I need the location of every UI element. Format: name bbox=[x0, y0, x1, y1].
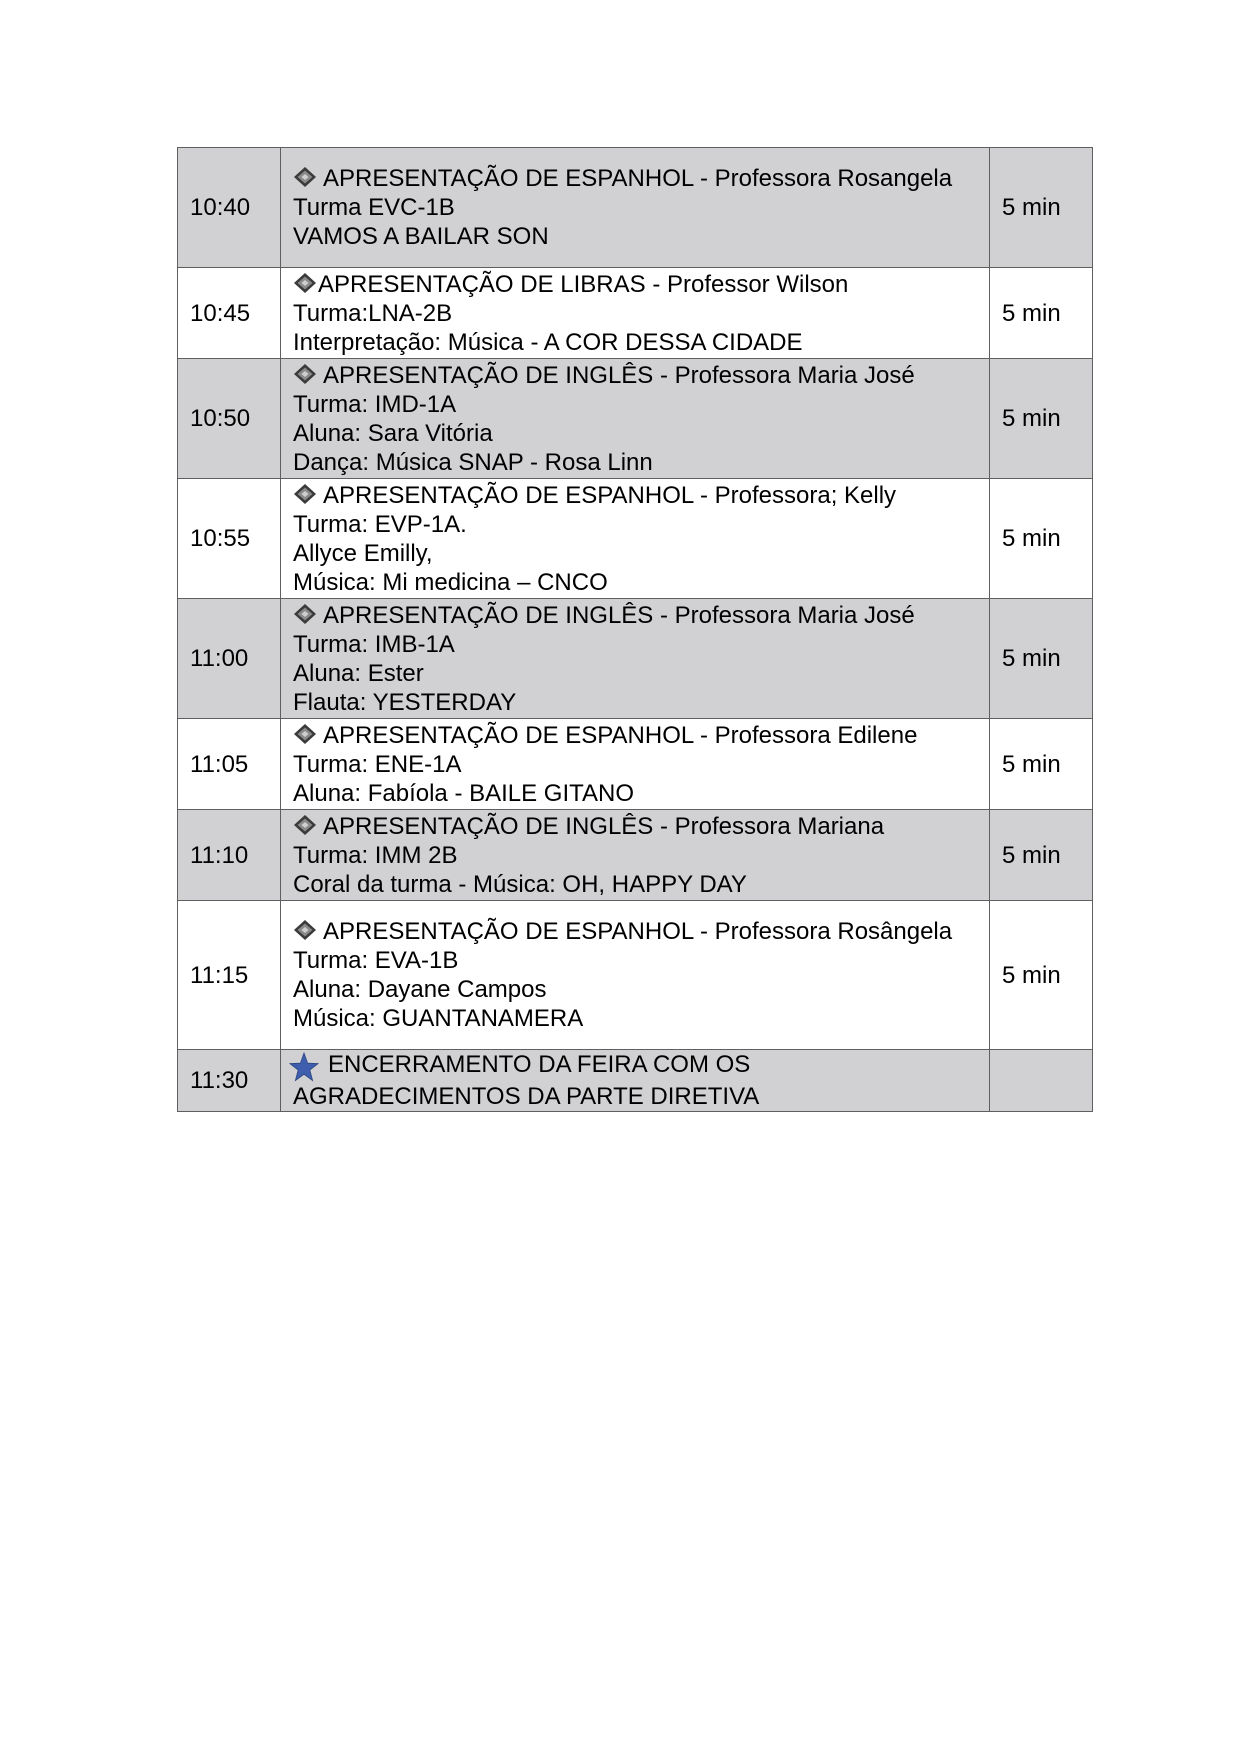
description-cell bbox=[281, 599, 990, 719]
description-line: Aluna: Sara Vitória bbox=[293, 419, 493, 447]
schedule-row bbox=[178, 901, 1093, 1050]
description-line: Música: GUANTANAMERA bbox=[293, 1005, 584, 1032]
description-heading bbox=[293, 812, 977, 841]
time-cell: 10:45 bbox=[178, 268, 281, 359]
description-cell bbox=[281, 268, 990, 359]
duration-cell: 5 min bbox=[990, 359, 1093, 479]
heading-text: APRESENTAÇÃO DE ESPANHOL - Professora; Kelly bbox=[323, 481, 897, 509]
description-line: Turma: EVP-1A. bbox=[293, 510, 467, 538]
heading-text: APRESENTAÇÃO DE ESPANHOL - Professora Rosangela bbox=[323, 165, 953, 192]
time-cell: 11:10 bbox=[178, 810, 281, 901]
description-line: Aluna: Ester bbox=[293, 659, 424, 687]
description-line: Turma: ENE-1A bbox=[293, 750, 462, 778]
schedule-row bbox=[178, 719, 1093, 810]
diamond-bullet-icon bbox=[293, 919, 317, 941]
time-cell: 10:50 bbox=[178, 359, 281, 479]
description-heading bbox=[293, 1050, 977, 1111]
description-heading bbox=[293, 721, 977, 750]
heading-text: APRESENTAÇÃO DE ESPANHOL - Professora Rosângela bbox=[323, 918, 953, 945]
time-cell: 11:05 bbox=[178, 719, 281, 810]
time-cell: 11:15 bbox=[178, 901, 281, 1050]
diamond-bullet-icon bbox=[293, 363, 317, 385]
diamond-bullet-icon bbox=[293, 603, 317, 625]
schedule-row bbox=[178, 479, 1093, 599]
description-heading bbox=[293, 917, 977, 946]
description-line: VAMOS A BAILAR SON bbox=[293, 223, 549, 250]
duration-cell: 5 min bbox=[990, 719, 1093, 810]
description-cell bbox=[281, 148, 990, 268]
description-heading bbox=[293, 164, 977, 193]
description-line: Turma: IMB-1A bbox=[293, 630, 455, 658]
time-cell: 10:55 bbox=[178, 479, 281, 599]
schedule-row bbox=[178, 359, 1093, 479]
heading-text: APRESENTAÇÃO DE INGLÊS - Professora Maria José bbox=[323, 601, 915, 629]
description-heading bbox=[293, 481, 977, 510]
schedule-row bbox=[178, 148, 1093, 268]
time-cell: 10:40 bbox=[178, 148, 281, 268]
time-cell: 11:00 bbox=[178, 599, 281, 719]
schedule-row bbox=[178, 1050, 1093, 1112]
time-cell: 11:30 bbox=[178, 1050, 281, 1112]
description-cell bbox=[281, 810, 990, 901]
description-line: Allyce Emilly, bbox=[293, 539, 433, 567]
schedule-row bbox=[178, 599, 1093, 719]
description-line: Turma: EVA-1B bbox=[293, 947, 459, 974]
heading-text: APRESENTAÇÃO DE LIBRAS - Professor Wilson bbox=[318, 270, 849, 298]
heading-text: ENCERRAMENTO DA FEIRA COM OS AGRADECIMENTOS DA PARTE DIRETIVA bbox=[293, 1051, 760, 1110]
diamond-bullet-icon bbox=[293, 723, 317, 745]
heading-text: APRESENTAÇÃO DE ESPANHOL - Professora Edilene bbox=[323, 721, 918, 749]
duration-cell: 5 min bbox=[990, 268, 1093, 359]
description-line: Coral da turma - Música: OH, HAPPY DAY bbox=[293, 870, 747, 898]
schedule-row bbox=[178, 810, 1093, 901]
description-line: Turma:LNA-2B bbox=[293, 299, 453, 327]
diamond-bullet-icon bbox=[293, 166, 317, 188]
description-cell bbox=[281, 479, 990, 599]
schedule-row bbox=[178, 268, 1093, 359]
description-line: Turma: IMD-1A bbox=[293, 390, 457, 418]
duration-cell: 5 min bbox=[990, 810, 1093, 901]
duration-cell bbox=[990, 1050, 1093, 1112]
description-line: Música: Mi medicina – CNCO bbox=[293, 568, 608, 596]
duration-cell: 5 min bbox=[990, 901, 1093, 1050]
description-line: Dança: Música SNAP - Rosa Linn bbox=[293, 448, 653, 476]
duration-cell: 5 min bbox=[990, 148, 1093, 268]
description-line: Turma: IMM 2B bbox=[293, 841, 458, 869]
description-line: Flauta: YESTERDAY bbox=[293, 688, 517, 716]
description-line: Turma EVC-1B bbox=[293, 194, 455, 221]
duration-cell: 5 min bbox=[990, 599, 1093, 719]
description-cell bbox=[281, 359, 990, 479]
description-line: Aluna: Dayane Campos bbox=[293, 976, 547, 1003]
star-icon bbox=[289, 1052, 319, 1082]
description-cell bbox=[281, 719, 990, 810]
heading-text: APRESENTAÇÃO DE INGLÊS - Professora Maria José bbox=[323, 361, 915, 389]
description-cell bbox=[281, 1050, 990, 1112]
description-heading bbox=[293, 361, 977, 390]
diamond-bullet-icon bbox=[293, 814, 317, 836]
description-heading bbox=[293, 601, 977, 630]
diamond-bullet-icon bbox=[293, 483, 317, 505]
duration-cell: 5 min bbox=[990, 479, 1093, 599]
description-heading bbox=[293, 270, 977, 299]
description-cell bbox=[281, 901, 990, 1050]
schedule-table bbox=[177, 147, 1093, 1112]
heading-text: APRESENTAÇÃO DE INGLÊS - Professora Mariana bbox=[323, 812, 885, 840]
description-line: Interpretação: Música - A COR DESSA CIDADE bbox=[293, 328, 803, 356]
diamond-bullet-icon bbox=[293, 272, 317, 294]
description-line: Aluna: Fabíola - BAILE GITANO bbox=[293, 779, 635, 807]
